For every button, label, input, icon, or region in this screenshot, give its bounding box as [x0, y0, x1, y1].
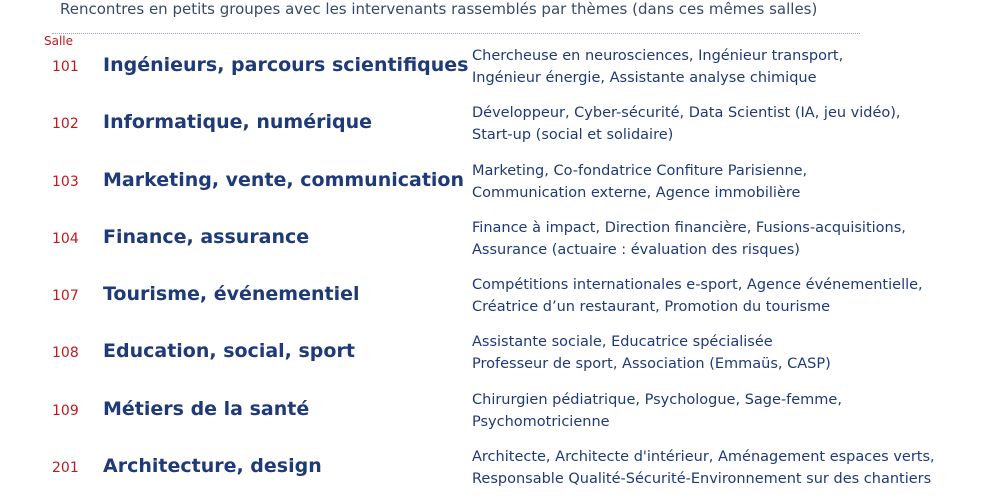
room-number: 109 [52, 403, 79, 419]
room-row [0, 331, 990, 381]
theme-title: Informatique, numérique [103, 111, 372, 133]
speakers-line: Marketing, Co-fondatrice Confiture Parisienne, [472, 163, 808, 179]
room-row [0, 217, 990, 267]
room-number: 201 [52, 460, 79, 476]
intro-text: Rencontres en petits groupes avec les intervenants rassemblés par thèmes (dans ces mêmes salles) [60, 0, 818, 18]
room-number: 108 [52, 345, 79, 361]
speakers-line: Chercheuse en neurosciences, Ingénieur transport, [472, 48, 844, 64]
speakers-line: Assurance (actuaire : évaluation des risques) [472, 242, 800, 258]
speakers-line: Start-up (social et solidaire) [472, 127, 674, 143]
speakers-list [472, 446, 972, 490]
speakers-line: Architecte, Architecte d'intérieur, Aménagement espaces verts, [472, 449, 935, 465]
speakers-list [472, 331, 972, 375]
room-number: 107 [52, 288, 79, 304]
salle-column-header: Salle [44, 34, 74, 48]
speakers-line: Compétitions internationales e-sport, Agence événementielle, [472, 277, 923, 293]
room-number: 104 [52, 231, 79, 247]
speakers-line: Finance à impact, Direction financière, Fusions-acquisitions, [472, 220, 906, 236]
speakers-list [472, 160, 972, 204]
divider [52, 33, 860, 34]
room-number: 102 [52, 116, 79, 132]
room-row [0, 274, 990, 324]
theme-title: Architecture, design [103, 455, 322, 477]
theme-title: Ingénieurs, parcours scientifiques [103, 54, 469, 76]
room-row [0, 446, 990, 496]
theme-title: Métiers de la santé [103, 398, 310, 420]
speakers-line: Chirurgien pédiatrique, Psychologue, Sage-femme, [472, 392, 842, 408]
room-number: 103 [52, 174, 79, 190]
speakers-list [472, 217, 972, 261]
room-row [0, 389, 990, 439]
speakers-line: Créatrice d’un restaurant, Promotion du tourisme [472, 299, 831, 315]
room-row [0, 102, 990, 152]
speakers-line: Psychomotricienne [472, 414, 610, 430]
speakers-list [472, 102, 972, 146]
theme-title: Education, social, sport [103, 340, 355, 362]
speakers-line: Développeur, Cyber-sécurité, Data Scientist (IA, jeu vidéo), [472, 105, 901, 121]
theme-title: Finance, assurance [103, 226, 310, 248]
room-number: 101 [52, 59, 79, 75]
speakers-list [472, 274, 972, 318]
room-row [0, 45, 990, 95]
theme-title: Marketing, vente, communication [103, 169, 464, 191]
speakers-line: Professeur de sport, Association (Emmaüs, CASP) [472, 356, 831, 372]
speakers-line: Assistante sociale, Educatrice spécialisée [472, 334, 773, 350]
theme-title: Tourisme, événementiel [103, 283, 360, 305]
speakers-line: Communication externe, Agence immobilière [472, 185, 801, 201]
speakers-list [472, 45, 972, 89]
speakers-list [472, 389, 972, 433]
speakers-line: Responsable Qualité-Sécurité-Environnement sur des chantiers [472, 471, 932, 487]
speakers-line: Ingénieur énergie, Assistante analyse chimique [472, 70, 817, 86]
room-row [0, 160, 990, 210]
